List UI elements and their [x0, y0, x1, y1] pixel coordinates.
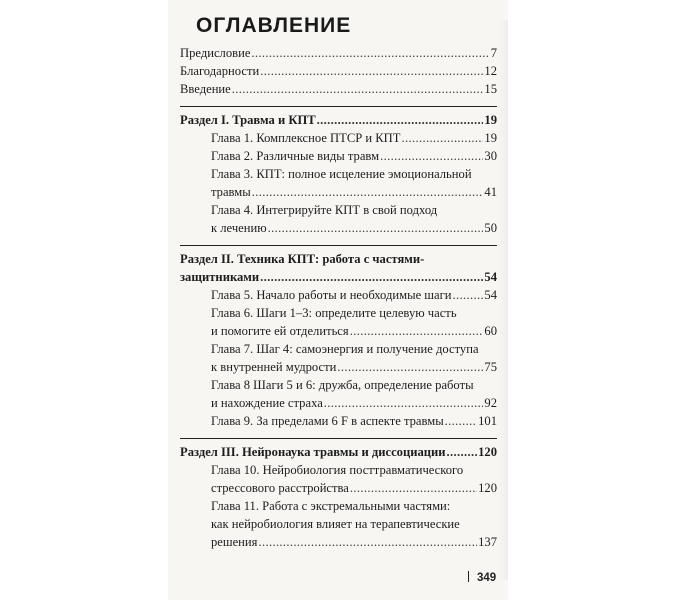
section-heading-row — [180, 443, 497, 461]
section-heading-page: 54 — [484, 270, 497, 284]
section-heading-row — [180, 268, 497, 286]
toc-entries — [180, 44, 497, 551]
front-entry — [180, 62, 497, 80]
dot-leader — [252, 183, 484, 201]
dot-leader — [251, 44, 489, 62]
footer-rule — [468, 571, 469, 582]
chapter-entry-text: и помогите ей отделиться — [211, 324, 349, 338]
chapter-entry — [180, 497, 497, 551]
dot-leader — [324, 394, 484, 412]
chapter-entry-page: 75 — [484, 360, 497, 374]
chapter-entry-text: Глава 9. За пределами 6 F в аспекте травмы — [211, 414, 444, 428]
chapter-entry-text: травмы — [211, 185, 251, 199]
dot-leader — [260, 62, 483, 80]
chapter-entry-page: 30 — [484, 149, 497, 163]
chapter-entry-line: Глава 11. Работа с экстремальными частями: — [211, 499, 451, 513]
dot-leader — [232, 80, 484, 98]
section-heading-text: Раздел III. Нейронаука травмы и диссоциации — [180, 445, 446, 459]
front-entry-row — [180, 62, 497, 80]
chapter-entry — [180, 412, 497, 430]
chapter-entry-line: как нейробиология влияет на терапевтические — [211, 517, 460, 531]
chapter-entry-row — [211, 129, 497, 147]
chapter-entry-row — [211, 219, 497, 237]
front-entry-page: 7 — [490, 46, 497, 60]
section-heading-line: Раздел II. Техника КПТ: работа с частями- — [180, 252, 425, 266]
chapter-entry-text: к лечению — [211, 221, 267, 235]
front-entry-row — [180, 80, 497, 98]
chapter-entry-row — [211, 358, 497, 376]
chapter-entry-row — [211, 322, 497, 340]
dot-leader — [453, 286, 484, 304]
chapter-entry-text: и нахождение страха — [211, 396, 323, 410]
dot-leader — [317, 111, 484, 129]
front-entry-text: Введение — [180, 82, 231, 96]
chapter-entry — [180, 376, 497, 412]
section-heading-row — [180, 111, 497, 129]
chapter-entry-row — [211, 286, 497, 304]
spacer — [180, 430, 497, 438]
chapter-entry — [180, 304, 497, 340]
front-entry-page: 12 — [484, 64, 497, 78]
book-page — [168, 0, 508, 600]
dot-leader — [350, 479, 477, 497]
section-heading-text: защитниками — [180, 270, 260, 284]
section-heading — [180, 443, 497, 461]
chapter-entry-text: стрессового расстройства — [211, 481, 349, 495]
chapter-entry-line: Глава 4. Интегрируйте КПТ в свой подход — [211, 203, 438, 217]
dot-leader — [401, 129, 483, 147]
chapter-entry-row — [211, 147, 497, 165]
dot-leader — [268, 219, 484, 237]
front-entry-row — [180, 44, 497, 62]
chapter-entry-row — [211, 183, 497, 201]
chapter-entry-text: решения — [211, 535, 258, 549]
front-entry — [180, 80, 497, 98]
chapter-entry-page: 120 — [478, 481, 497, 495]
chapter-entry-row — [211, 394, 497, 412]
chapter-entry-row — [211, 412, 497, 430]
page-footer — [468, 571, 496, 584]
chapter-entry — [180, 340, 497, 376]
chapter-entry-page: 101 — [478, 414, 497, 428]
chapter-entry-page: 50 — [484, 221, 497, 235]
chapter-entry — [180, 201, 497, 237]
chapter-entry-line: Глава 6. Шаги 1–3: определите целевую часть — [211, 306, 457, 320]
spacer — [180, 237, 497, 245]
chapter-entry — [180, 165, 497, 201]
chapter-entry-page: 41 — [484, 185, 497, 199]
dot-leader — [350, 322, 484, 340]
spacer — [180, 98, 497, 106]
front-entry-page: 15 — [484, 82, 497, 96]
chapter-entry-line: Глава 8 Шаги 5 и 6: дружба, определение работы — [211, 378, 474, 392]
toc-title: ОГЛАВЛЕНИЕ — [196, 14, 352, 37]
chapter-entry-page: 92 — [484, 396, 497, 410]
chapter-entry-text: Глава 1. Комплексное ПТСР и КПТ — [211, 131, 401, 145]
dot-leader — [260, 268, 483, 286]
front-entry-text: Благодарности — [180, 64, 260, 78]
dot-leader — [445, 412, 477, 430]
chapter-entry — [180, 129, 497, 147]
dot-leader — [447, 443, 478, 461]
dot-leader — [380, 147, 483, 165]
chapter-entry — [180, 286, 497, 304]
dot-leader — [337, 358, 483, 376]
chapter-entry-page: 54 — [484, 288, 497, 302]
section-heading-page: 19 — [484, 113, 497, 127]
page-number: 349 — [477, 572, 497, 584]
dot-leader — [258, 533, 477, 551]
chapter-entry — [180, 461, 497, 497]
chapter-entry-text: к внутренней мудрости — [211, 360, 337, 374]
chapter-entry-row — [211, 479, 497, 497]
front-entry — [180, 44, 497, 62]
section-heading — [180, 250, 497, 286]
chapter-entry-line: Глава 3. КПТ: полное исцеление эмоциональной — [211, 167, 472, 181]
chapter-entry-row — [211, 533, 497, 551]
chapter-entry — [180, 147, 497, 165]
chapter-entry-page: 60 — [484, 324, 497, 338]
chapter-entry-text: Глава 5. Начало работы и необходимые шаги — [211, 288, 452, 302]
chapter-entry-text: Глава 2. Различные виды травм — [211, 149, 380, 163]
chapter-entry-line: Глава 10. Нейробиология посттравматического — [211, 463, 464, 477]
chapter-entry-line: Глава 7. Шаг 4: самоэнергия и получение доступа — [211, 342, 479, 356]
section-heading-text: Раздел I. Травма и КПТ — [180, 113, 316, 127]
chapter-entry-page: 19 — [484, 131, 497, 145]
page-edge-shadow — [498, 20, 508, 580]
chapter-entry-page: 137 — [478, 535, 497, 549]
section-heading — [180, 111, 497, 129]
front-entry-text: Предисловие — [180, 46, 251, 60]
section-heading-page: 120 — [478, 445, 497, 459]
